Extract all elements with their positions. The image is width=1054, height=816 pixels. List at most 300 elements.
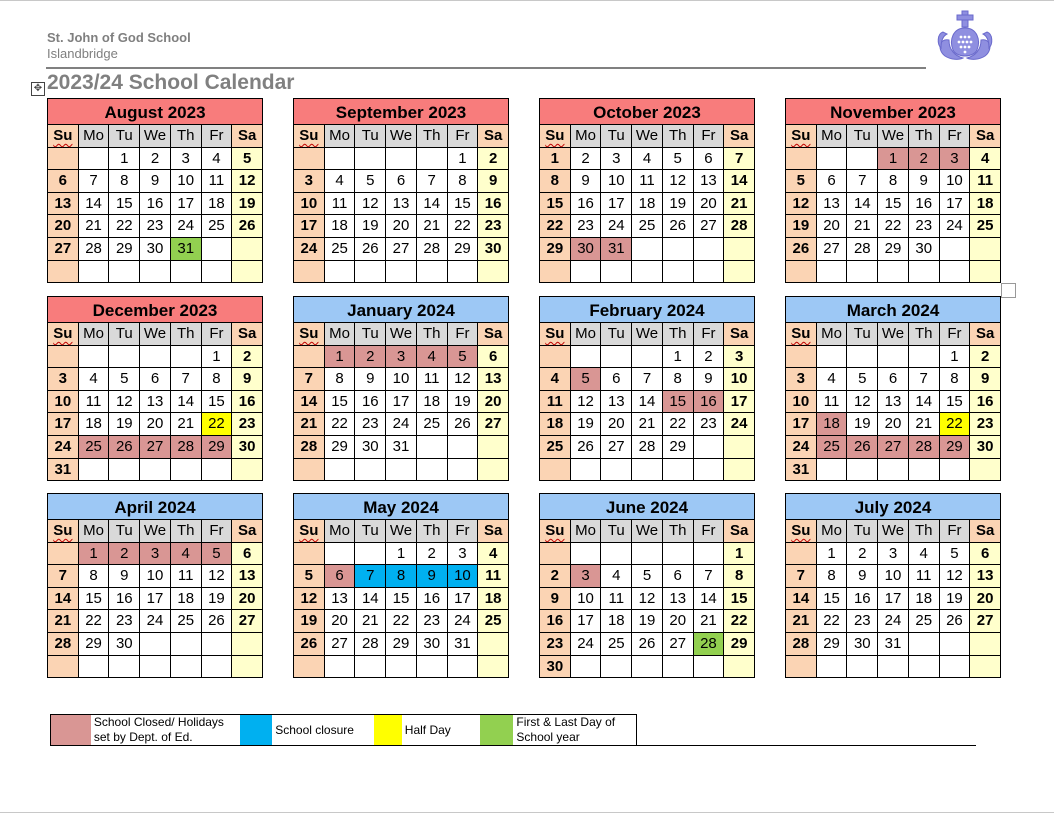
day-cell: 29	[448, 238, 479, 261]
weekday-header: Fr	[448, 520, 479, 543]
weekday-header: Mo	[817, 125, 848, 148]
empty-cell	[355, 261, 386, 284]
day-cell: 14	[417, 193, 448, 216]
day-cell: 25	[601, 633, 632, 656]
weekday-header: Fr	[940, 323, 971, 346]
weekday-header: Mo	[571, 323, 602, 346]
empty-cell	[417, 148, 448, 171]
day-cell: 13	[970, 565, 1001, 588]
weekday-header: Th	[663, 125, 694, 148]
day-cell: 5	[109, 368, 140, 391]
day-cell: 20	[325, 610, 356, 633]
day-cell: 8	[79, 565, 110, 588]
weekday-header: Sa	[970, 323, 1001, 346]
empty-cell	[386, 459, 417, 482]
day-cell: 19	[448, 391, 479, 414]
legend-swatch-first-last	[480, 715, 514, 745]
empty-cell	[417, 261, 448, 284]
weekday-header: Fr	[694, 125, 725, 148]
day-cell: 31	[601, 238, 632, 261]
day-cell: 7	[79, 170, 110, 193]
day-cell: 14	[632, 391, 663, 414]
month-days-grid	[785, 125, 1001, 283]
empty-cell	[694, 543, 725, 566]
month-calendar	[785, 98, 1001, 283]
weekday-header: Fr	[940, 125, 971, 148]
day-cell: 7	[786, 565, 817, 588]
day-cell: 3	[601, 148, 632, 171]
day-cell: 30	[540, 656, 571, 679]
day-cell: 6	[970, 543, 1001, 566]
empty-cell	[478, 459, 509, 482]
legend-rule	[50, 745, 976, 746]
day-cell: 12	[571, 391, 602, 414]
day-cell: 15	[540, 193, 571, 216]
day-cell: 28	[909, 436, 940, 459]
day-cell: 31	[786, 459, 817, 482]
day-cell: 12	[294, 588, 325, 611]
day-cell: 22	[448, 215, 479, 238]
weekday-header: Sa	[724, 520, 755, 543]
day-cell: 7	[48, 565, 79, 588]
empty-cell	[663, 459, 694, 482]
day-cell: 24	[140, 610, 171, 633]
day-cell: 22	[109, 215, 140, 238]
day-cell: 10	[878, 565, 909, 588]
empty-cell	[325, 148, 356, 171]
day-cell: 10	[786, 391, 817, 414]
weekday-header: Fr	[202, 520, 233, 543]
day-cell: 28	[632, 436, 663, 459]
day-cell: 24	[940, 215, 971, 238]
day-cell: 24	[724, 413, 755, 436]
day-cell: 8	[940, 368, 971, 391]
day-cell: 1	[940, 346, 971, 369]
day-cell: 29	[940, 436, 971, 459]
day-cell: 9	[571, 170, 602, 193]
empty-cell	[724, 656, 755, 679]
empty-cell	[694, 261, 725, 284]
day-cell: 18	[632, 193, 663, 216]
empty-cell	[786, 261, 817, 284]
day-cell: 31	[878, 633, 909, 656]
month-title: July 2024	[785, 493, 1001, 520]
empty-cell	[294, 543, 325, 566]
day-cell: 18	[970, 193, 1001, 216]
day-cell: 12	[232, 170, 263, 193]
day-cell: 17	[48, 413, 79, 436]
day-cell: 8	[325, 368, 356, 391]
empty-cell	[417, 436, 448, 459]
day-cell: 1	[724, 543, 755, 566]
day-cell: 4	[171, 543, 202, 566]
day-cell: 28	[294, 436, 325, 459]
weekday-header: Su	[786, 323, 817, 346]
day-cell: 11	[171, 565, 202, 588]
day-cell: 29	[540, 238, 571, 261]
month-calendar	[785, 493, 1001, 678]
weekday-header: We	[386, 520, 417, 543]
month-title: April 2024	[47, 493, 263, 520]
empty-cell	[355, 459, 386, 482]
empty-cell	[294, 346, 325, 369]
day-cell: 25	[540, 436, 571, 459]
day-cell: 2	[232, 346, 263, 369]
day-cell: 9	[109, 565, 140, 588]
day-cell: 21	[694, 610, 725, 633]
weekday-header: We	[386, 323, 417, 346]
day-cell: 26	[355, 238, 386, 261]
weekday-header: Su	[540, 520, 571, 543]
day-cell: 24	[601, 215, 632, 238]
day-cell: 11	[601, 588, 632, 611]
page-title: 2023/24 School Calendar	[47, 71, 295, 94]
empty-cell	[171, 656, 202, 679]
empty-cell	[571, 346, 602, 369]
day-cell: 7	[632, 368, 663, 391]
day-cell: 25	[417, 413, 448, 436]
month-title: August 2023	[47, 98, 263, 125]
day-cell: 19	[355, 215, 386, 238]
weekday-header: Sa	[232, 125, 263, 148]
day-cell: 21	[632, 413, 663, 436]
day-cell: 12	[448, 368, 479, 391]
day-cell: 19	[786, 215, 817, 238]
day-cell: 10	[171, 170, 202, 193]
day-cell: 16	[847, 588, 878, 611]
day-cell: 9	[140, 170, 171, 193]
day-cell: 4	[540, 368, 571, 391]
month-calendar	[47, 98, 263, 283]
empty-cell	[140, 633, 171, 656]
day-cell: 12	[847, 391, 878, 414]
empty-cell	[970, 261, 1001, 284]
empty-cell	[663, 238, 694, 261]
day-cell: 21	[48, 610, 79, 633]
weekday-header: Fr	[940, 520, 971, 543]
day-cell: 12	[940, 565, 971, 588]
month-calendar	[293, 493, 509, 678]
empty-cell	[632, 459, 663, 482]
weekday-header: We	[632, 520, 663, 543]
day-cell: 22	[79, 610, 110, 633]
month-title: June 2024	[539, 493, 755, 520]
empty-cell	[478, 633, 509, 656]
day-cell: 23	[694, 413, 725, 436]
day-cell: 17	[571, 610, 602, 633]
weekday-header: Th	[417, 323, 448, 346]
empty-cell	[909, 633, 940, 656]
day-cell: 4	[817, 368, 848, 391]
day-cell: 7	[417, 170, 448, 193]
day-cell: 6	[386, 170, 417, 193]
day-cell: 18	[478, 588, 509, 611]
month-days-grid	[785, 520, 1001, 678]
day-cell: 16	[571, 193, 602, 216]
empty-cell	[601, 346, 632, 369]
day-cell: 11	[325, 193, 356, 216]
day-cell: 24	[386, 413, 417, 436]
month-days-grid	[47, 323, 263, 481]
weekday-header: Th	[171, 520, 202, 543]
weekday-header: We	[878, 520, 909, 543]
empty-cell	[294, 459, 325, 482]
day-cell: 3	[386, 346, 417, 369]
empty-cell	[232, 656, 263, 679]
day-cell: 9	[232, 368, 263, 391]
day-cell: 16	[909, 193, 940, 216]
day-cell: 20	[878, 413, 909, 436]
day-cell: 2	[970, 346, 1001, 369]
empty-cell	[847, 261, 878, 284]
day-cell: 16	[478, 193, 509, 216]
weekday-header: Tu	[847, 323, 878, 346]
day-cell: 27	[601, 436, 632, 459]
day-cell: 15	[386, 588, 417, 611]
empty-cell	[48, 148, 79, 171]
weekday-header: Tu	[355, 323, 386, 346]
day-cell: 10	[48, 391, 79, 414]
day-cell: 25	[202, 215, 233, 238]
month-calendar	[293, 98, 509, 283]
day-cell: 23	[232, 413, 263, 436]
weekday-header: Fr	[694, 323, 725, 346]
weekday-header: We	[632, 323, 663, 346]
day-cell: 26	[571, 436, 602, 459]
day-cell: 23	[478, 215, 509, 238]
weekday-header: Tu	[355, 520, 386, 543]
day-cell: 9	[540, 588, 571, 611]
empty-cell	[786, 656, 817, 679]
weekday-header: Th	[417, 520, 448, 543]
empty-cell	[79, 261, 110, 284]
day-cell: 8	[817, 565, 848, 588]
empty-cell	[448, 261, 479, 284]
day-cell: 20	[140, 413, 171, 436]
day-cell: 29	[109, 238, 140, 261]
empty-cell	[232, 238, 263, 261]
day-cell: 29	[817, 633, 848, 656]
day-cell: 11	[817, 391, 848, 414]
day-cell: 1	[386, 543, 417, 566]
empty-cell	[909, 346, 940, 369]
empty-cell	[325, 543, 356, 566]
weekday-header: We	[878, 323, 909, 346]
weekday-header: Su	[48, 520, 79, 543]
weekday-header: Tu	[109, 323, 140, 346]
day-cell: 9	[478, 170, 509, 193]
day-cell: 8	[109, 170, 140, 193]
day-cell: 26	[847, 436, 878, 459]
day-cell: 20	[601, 413, 632, 436]
empty-cell	[109, 346, 140, 369]
day-cell: 25	[79, 436, 110, 459]
day-cell: 13	[663, 588, 694, 611]
empty-cell	[817, 148, 848, 171]
day-cell: 8	[724, 565, 755, 588]
day-cell: 4	[417, 346, 448, 369]
day-cell: 6	[232, 543, 263, 566]
day-cell: 10	[294, 193, 325, 216]
page-header	[47, 30, 191, 62]
weekday-header: Tu	[847, 125, 878, 148]
day-cell: 25	[632, 215, 663, 238]
empty-cell	[202, 459, 233, 482]
empty-cell	[448, 436, 479, 459]
empty-cell	[724, 436, 755, 459]
weekday-header: Mo	[79, 520, 110, 543]
day-cell: 17	[171, 193, 202, 216]
empty-cell	[847, 459, 878, 482]
day-cell: 6	[601, 368, 632, 391]
day-cell: 27	[878, 436, 909, 459]
day-cell: 19	[663, 193, 694, 216]
day-cell: 7	[724, 148, 755, 171]
school-town: Islandbridge	[47, 46, 118, 61]
weekday-header: Tu	[601, 125, 632, 148]
day-cell: 1	[817, 543, 848, 566]
day-cell: 4	[202, 148, 233, 171]
day-cell: 31	[171, 238, 202, 261]
table-resize-handle[interactable]	[1001, 283, 1016, 298]
day-cell: 18	[540, 413, 571, 436]
empty-cell	[817, 346, 848, 369]
weekday-header: Th	[417, 125, 448, 148]
month-days-grid	[539, 520, 755, 678]
day-cell: 30	[909, 238, 940, 261]
weekday-header: Sa	[232, 520, 263, 543]
empty-cell	[663, 543, 694, 566]
day-cell: 22	[663, 413, 694, 436]
day-cell: 5	[571, 368, 602, 391]
day-cell: 15	[202, 391, 233, 414]
weekday-header: We	[878, 125, 909, 148]
day-cell: 5	[663, 148, 694, 171]
month-calendar	[785, 296, 1001, 481]
day-cell: 23	[571, 215, 602, 238]
day-cell: 7	[694, 565, 725, 588]
empty-cell	[909, 261, 940, 284]
empty-cell	[601, 656, 632, 679]
day-cell: 29	[202, 436, 233, 459]
table-move-handle-icon[interactable]: ✥	[31, 82, 45, 96]
empty-cell	[202, 238, 233, 261]
day-cell: 11	[417, 368, 448, 391]
empty-cell	[417, 656, 448, 679]
day-cell: 22	[540, 215, 571, 238]
day-cell: 1	[448, 148, 479, 171]
empty-cell	[786, 543, 817, 566]
day-cell: 12	[202, 565, 233, 588]
month-calendar	[293, 296, 509, 481]
day-cell: 13	[878, 391, 909, 414]
empty-cell	[355, 656, 386, 679]
day-cell: 17	[601, 193, 632, 216]
empty-cell	[694, 436, 725, 459]
empty-cell	[632, 346, 663, 369]
day-cell: 31	[448, 633, 479, 656]
day-cell: 1	[202, 346, 233, 369]
day-cell: 12	[355, 193, 386, 216]
month-days-grid	[293, 520, 509, 678]
empty-cell	[79, 148, 110, 171]
day-cell: 16	[109, 588, 140, 611]
weekday-header: Su	[786, 125, 817, 148]
empty-cell	[171, 346, 202, 369]
day-cell: 30	[417, 633, 448, 656]
day-cell: 10	[448, 565, 479, 588]
empty-cell	[325, 656, 356, 679]
day-cell: 22	[386, 610, 417, 633]
day-cell: 8	[663, 368, 694, 391]
weekday-header: Th	[909, 323, 940, 346]
month-calendar	[539, 296, 755, 481]
weekday-header: Tu	[109, 125, 140, 148]
weekday-header: Sa	[724, 125, 755, 148]
weekday-header: We	[140, 323, 171, 346]
bottom-border	[0, 812, 1054, 813]
day-cell: 18	[817, 413, 848, 436]
day-cell: 16	[540, 610, 571, 633]
day-cell: 30	[478, 238, 509, 261]
day-cell: 15	[724, 588, 755, 611]
day-cell: 5	[632, 565, 663, 588]
day-cell: 14	[171, 391, 202, 414]
day-cell: 23	[970, 413, 1001, 436]
day-cell: 2	[847, 543, 878, 566]
day-cell: 8	[540, 170, 571, 193]
day-cell: 26	[232, 215, 263, 238]
day-cell: 1	[79, 543, 110, 566]
day-cell: 14	[724, 170, 755, 193]
day-cell: 17	[294, 215, 325, 238]
day-cell: 19	[847, 413, 878, 436]
month-calendar	[539, 493, 755, 678]
weekday-header: Mo	[571, 520, 602, 543]
empty-cell	[202, 261, 233, 284]
empty-cell	[79, 346, 110, 369]
empty-cell	[355, 148, 386, 171]
empty-cell	[540, 346, 571, 369]
weekday-header: Su	[540, 323, 571, 346]
empty-cell	[140, 656, 171, 679]
empty-cell	[632, 656, 663, 679]
day-cell: 30	[355, 436, 386, 459]
day-cell: 2	[140, 148, 171, 171]
day-cell: 17	[140, 588, 171, 611]
day-cell: 8	[878, 170, 909, 193]
day-cell: 20	[48, 215, 79, 238]
day-cell: 13	[325, 588, 356, 611]
day-cell: 27	[817, 238, 848, 261]
day-cell: 21	[355, 610, 386, 633]
day-cell: 6	[478, 346, 509, 369]
day-cell: 25	[325, 238, 356, 261]
day-cell: 26	[109, 436, 140, 459]
empty-cell	[48, 261, 79, 284]
day-cell: 20	[694, 193, 725, 216]
weekday-header: Mo	[325, 323, 356, 346]
day-cell: 24	[786, 436, 817, 459]
day-cell: 21	[724, 193, 755, 216]
weekday-header: Th	[171, 323, 202, 346]
day-cell: 11	[632, 170, 663, 193]
empty-cell	[202, 633, 233, 656]
empty-cell	[386, 656, 417, 679]
day-cell: 18	[909, 588, 940, 611]
day-cell: 27	[232, 610, 263, 633]
day-cell: 3	[940, 148, 971, 171]
